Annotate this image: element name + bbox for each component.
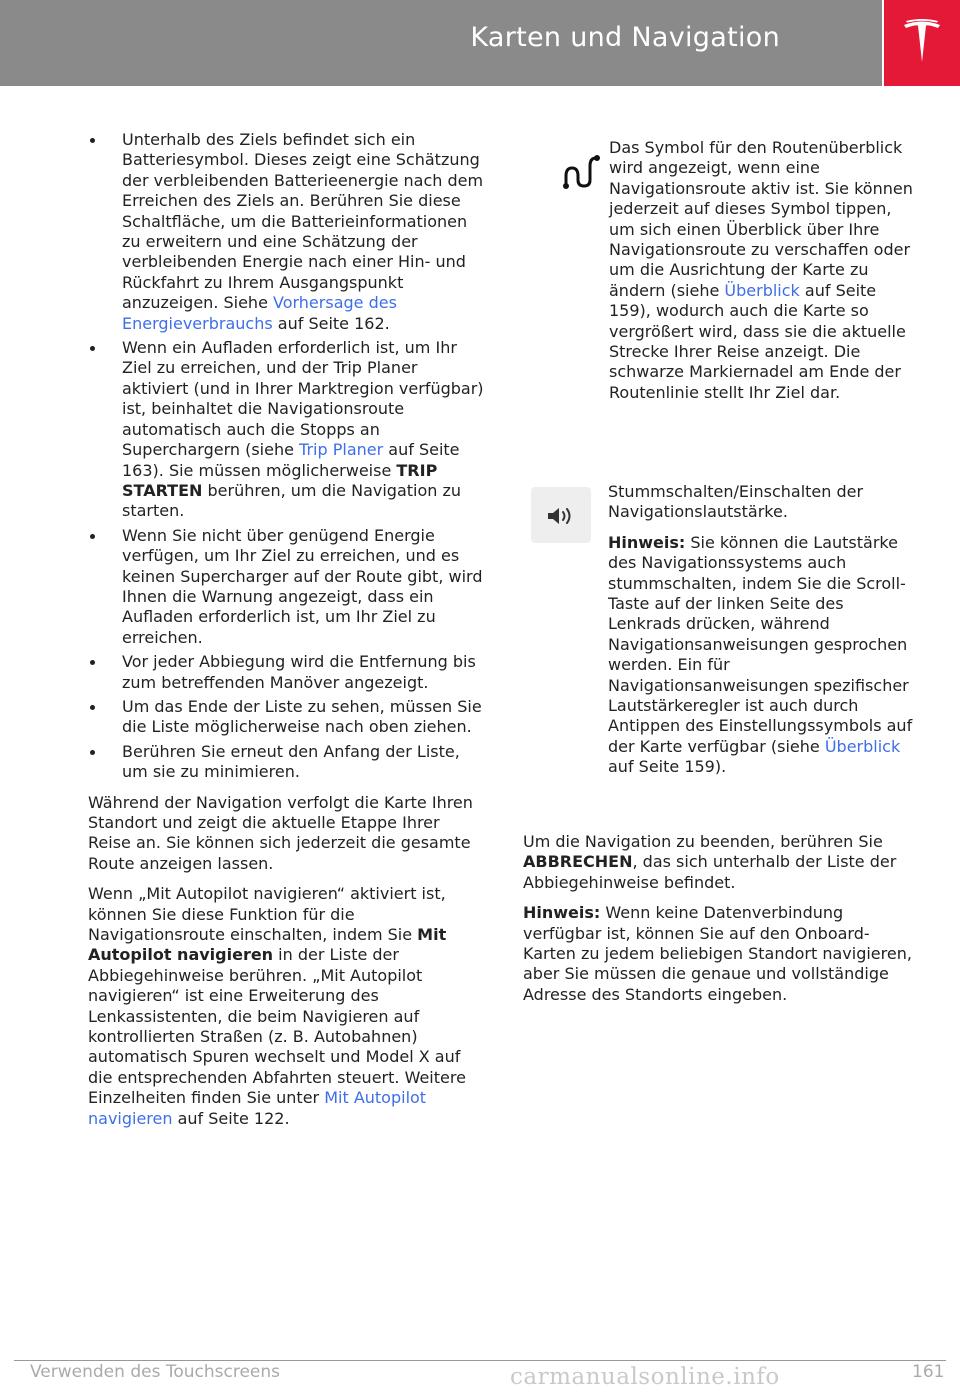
watermark: carmanualsonline.info [510,1364,780,1390]
link-energy-forecast[interactable]: Vorhersage des Energieverbrauchs [122,293,397,333]
footer-section-title: Verwenden des Touchscreens [30,1362,280,1382]
note-volume: Hinweis: Sie können die Lautstärke des Navigationssystems auch stummschalten, indem Sie die Scroll-Taste auf der linken Seite des Lenkrads drücken, während Navigationsanweisungen gesprochen werden. Ein für Navigationsanweisungen spezifischer Lautstärkeregler ist auch durch Antippen des Einstellungssymbols auf der Karte verfügbar (siehe Überblick auf Seite 159). [608,532,913,777]
list-item: Um das Ende der Liste zu sehen, müssen Sie die Liste möglicherweise nach oben ziehen. [88,697,484,738]
link-autopilot[interactable]: Mit Autopilot navigieren [88,1088,427,1128]
link-ueberblick-2[interactable]: Überblick [824,736,901,756]
footer-divider [14,1360,946,1361]
paragraph-autopilot: Wenn „Mit Autopilot navigieren“ aktiviert ist, können Sie diese Funktion für die Navigationsroute einschalten, indem Sie Mit Autopilot navigieren in der Liste der Abbiegehinweise berühren. „Mit Autopilot navigieren“ ist eine Erweiterung des Lenkassistenten, die beim Navigieren auf kontrollierten Straßen (z. B. Autobahnen) automatisch Spuren wechselt und Model X auf die entsprechenden Abfahrten steuert. Weitere Einzelheiten finden Sie unter Mit Autopilot navigieren auf Seite 122. [88,884,466,1128]
page-number: 161 [912,1362,945,1382]
list-item: Unterhalb des Ziels befindet sich ein Batteriesymbol. Dieses zeigt eine Schätzung der verbleibenden Batterieenergie nach dem Erreichen des Ziels an. Berühren Sie diese Schaltfläche, um die Batterieinformationen zu erweitern und eine Schätzung der verbleibenden Energie nach einer Hin- und Rückfahrt zu Ihrem Ausgangspunkt anzuzeigen. Siehe Vorhersage des Energieverbrauchs auf Seite 162. [88,130,484,334]
list-item: Vor jeder Abbiegung wird die Entfernung bis zum betreffenden Manöver angezeigt. [88,652,484,693]
note-offline: Hinweis: Wenn keine Datenverbindung verfügbar ist, können Sie auf den Onboard-Karten zu jedem beliebigen Standort navigieren, aber Sie müssen die genaue und vollständige Adresse des Standorts eingeben. [523,903,912,1004]
abbrechen-label: ABBRECHEN [523,852,633,872]
paragraph-navigation-tracking: Während der Navigation verfolgt die Karte Ihren Standort und zeigt die aktuelle Etappe Ihrer Reise an. Sie können sich jederzeit die gesamte Route anzeigen lassen. [88,792,473,873]
trip-starten-label: TRIP STARTEN [122,460,438,500]
chapter-title: Karten und Navigation [470,22,780,53]
list-item: Berühren Sie erneut den Anfang der Liste, um sie zu minimieren. [88,742,484,783]
brand-logo-box [884,0,960,86]
route-overview-icon [560,152,604,192]
autopilot-label: Mit Autopilot navigieren [88,925,447,965]
bullet-list [88,130,484,783]
list-item: Wenn ein Aufladen erforderlich ist, um Ihr Ziel zu erreichen, und der Trip Planer aktiviert (und in Ihrer Marktregion verfügbar) ist, beinhaltet die Navigationsroute automatisch auch die Stopps an Superchargern (siehe Trip Planer auf Seite 163). Sie müssen möglicherweise TRIP STARTEN berühren, um die Navigation zu starten. [88,338,484,522]
tesla-logo-icon [902,18,942,64]
link-ueberblick[interactable]: Überblick [724,280,800,300]
volume-icon [547,505,577,527]
volume-button [531,487,591,543]
list-item: Wenn Sie nicht über genügend Energie verfügen, um Ihr Ziel zu erreichen, und es keinen Supercharger auf der Route gibt, wird Ihnen die Warnung angezeigt, dass ein Aufladen erforderlich ist, um Ihr Ziel zu erreichen. [88,526,484,648]
link-trip-planer[interactable]: Trip Planer [299,440,384,460]
left-column [88,130,484,1139]
page-header [0,0,882,86]
route-overview-text: Das Symbol für den Routenüberblick wird angezeigt, wenn eine Navigationsroute aktiv ist. Sie können jederzeit auf dieses Symbol tippen, um sich einen Überblick über Ihre Navigationsroute zu verschaffen oder um die Ausrichtung der Karte zu ändern (siehe Überblick auf Seite 159), wodurch auch die Karte so vergrößert wird, dass sie die aktuelle Strecke Ihrer Reise anzeigt. Die schwarze Markiernadel am Ende der Routenlinie stellt Ihr Ziel dar. [609,138,913,402]
cancel-section: Um die Navigation zu beenden, berühren Sie ABBRECHEN, das sich unterhalb der Liste der Abbiegehinweise befindet. Hinweis: Wenn keine Datenverbindung verfügbar ist, können Sie auf den Onboard-Karten zu jedem beliebigen Standort navigieren, aber Sie müssen die genaue und vollständige Adresse des Standorts eingeben. [523,832,915,1015]
volume-text: Stummschalten/Einschalten der Navigationslautstärke. Hinweis: Sie können die Lautstärke des Navigationssystems auch stummschalten, indem Sie die Scroll-Taste auf der linken Seite des Lenkrads drücken, während Navigationsanweisungen gesprochen werden. Ein für Navigationsanweisungen spezifischer Lautstärkeregler ist auch durch Antippen des Einstellungssymbols auf der Karte verfügbar (siehe Überblick auf Seite 159). [608,482,913,777]
